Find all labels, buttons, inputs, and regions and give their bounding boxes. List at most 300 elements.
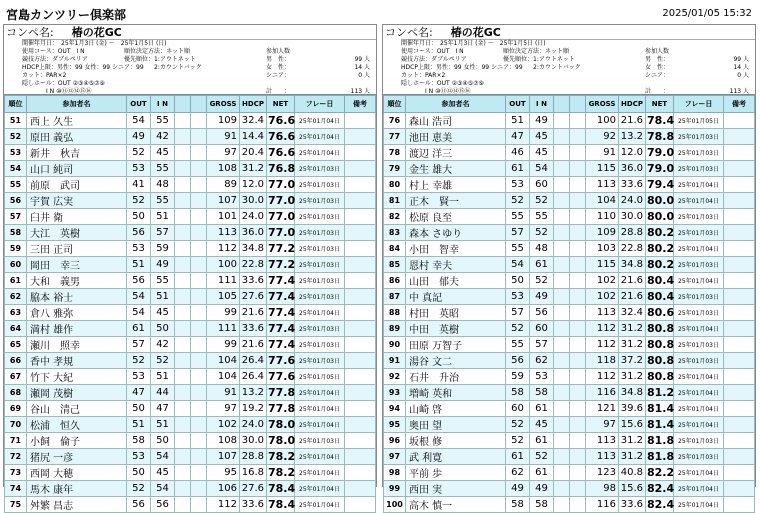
table-row [5,465,376,481]
blank-cell [175,129,191,145]
rank: 58 [5,225,27,241]
table-row [384,289,755,305]
rank: 75 [5,497,27,513]
player-name: 中田 英樹 [406,321,506,337]
priority-2: 2:カウントバック [154,64,202,71]
rank: 63 [5,305,27,321]
out-score: 61 [506,449,530,465]
rank: 71 [5,433,27,449]
player-name: 恩村 幸夫 [406,257,506,273]
play-date: 25年01月04日 [295,497,345,513]
remarks [345,145,376,161]
player-name: 森本 さゆり [406,225,506,241]
gross: 121 [586,401,619,417]
blank-cell [175,209,191,225]
blank-cell [554,385,570,401]
table-row [5,145,376,161]
blank-cell [570,433,586,449]
out-score: 52 [506,433,530,449]
gross: 110 [586,209,619,225]
out-score: 52 [127,481,151,497]
player-name: 瀬川 照幸 [27,337,127,353]
hdcp: 27.6 [240,289,267,305]
play-date: 25年01月04日 [674,193,724,209]
in-score: 62 [530,353,554,369]
remarks [345,385,376,401]
blank-cell [570,401,586,417]
blank-cell [554,337,570,353]
hdcp: 30.0 [240,433,267,449]
in-score: 58 [530,385,554,401]
player-name: 倉八 雅弥 [27,305,127,321]
net: 77.0 [268,226,296,239]
table-row [5,209,376,225]
remarks [724,433,755,449]
gross: 95 [207,465,240,481]
dates: 開催年月日： 25年1月3日 (金) ～ 25年1月5日 (日) [22,40,167,47]
remarks [724,177,755,193]
out-score: 52 [506,417,530,433]
hdcp: 33.6 [240,497,267,513]
table-row [384,433,755,449]
out-score: 62 [506,465,530,481]
rank: 79 [384,161,406,177]
play-date: 25年01月04日 [674,481,724,497]
table-row [5,225,376,241]
hdcp-limit: HDCP上限：男性：99 女性：99 シニア：99 [22,64,144,71]
rank: 65 [5,337,27,353]
net: 81.4 [647,418,675,431]
in-score: 50 [151,433,175,449]
out-score: 53 [506,289,530,305]
net: 80.6 [647,306,675,319]
blank-cell [570,385,586,401]
gross: 100 [207,257,240,273]
blank-cell [175,193,191,209]
remarks [345,369,376,385]
gross: 112 [586,369,619,385]
player-name: 三田 正司 [27,241,127,257]
hdcp: 33.6 [240,321,267,337]
blank-cell [191,369,207,385]
in-score: 52 [530,193,554,209]
remarks [724,449,755,465]
in-score: 44 [151,385,175,401]
net: 77.6 [268,370,296,383]
blank-cell [175,385,191,401]
blank-cell [191,161,207,177]
blank-cell [570,241,586,257]
blank-cell [570,497,586,513]
out-score: 51 [127,257,151,273]
play-date: 25年01月03日 [674,161,724,177]
table-row [384,369,755,385]
hdcp: 24.0 [240,209,267,225]
remarks [345,449,376,465]
rank: 78 [384,145,406,161]
net: 79.0 [647,162,675,175]
column-header: NET [646,96,674,113]
remarks [345,177,376,193]
table-row [384,417,755,433]
table-row [384,497,755,513]
play-date: 25年01月04日 [295,113,345,129]
out-score: 55 [506,241,530,257]
hdcp: 12.0 [240,177,267,193]
rank: 72 [5,449,27,465]
net: 81.4 [647,402,675,415]
blank-cell [570,193,586,209]
hdcp: 34.8 [619,385,646,401]
blank-cell [175,145,191,161]
in-score: 47 [151,401,175,417]
table-row [384,305,755,321]
play-date: 25年01月04日 [674,401,724,417]
blank-cell [191,305,207,321]
priority: 優先順位：1:アウトネット [503,56,575,63]
gross: 99 [207,305,240,321]
out-score: 55 [506,209,530,225]
in-score: 61 [530,433,554,449]
column-header: GROSS [207,96,240,113]
blank-cell [554,465,570,481]
hidden-holes-out: 隠しホール：OUT ②③④⑤⑦⑨ [401,80,484,87]
remarks [724,209,755,225]
hdcp: 21.6 [240,305,267,321]
out-score: 49 [506,481,530,497]
remarks [724,145,755,161]
hdcp: 26.4 [240,353,267,369]
blank-cell [191,433,207,449]
in-score: 52 [530,449,554,465]
remarks [345,113,376,129]
player-name: 小田 智幸 [406,241,506,257]
blank-cell [191,145,207,161]
player-name: 谷山 清己 [27,401,127,417]
play-date: 25年01月04日 [674,417,724,433]
gross: 115 [586,257,619,273]
net: 80.2 [647,242,675,255]
cut: カット：PAR×2 [22,72,67,79]
in-score: 56 [530,305,554,321]
rank: 64 [5,321,27,337]
rank: 70 [5,417,27,433]
remarks [724,369,755,385]
rank: 97 [384,449,406,465]
rank: 54 [5,161,27,177]
out-score: 56 [127,225,151,241]
remarks [724,401,755,417]
gross: 89 [207,177,240,193]
out-score: 53 [127,241,151,257]
out-score: 50 [506,273,530,289]
hidden-holes-out: 隠しホール：OUT ②③④⑤⑦⑨ [22,80,105,87]
table-row [5,257,376,273]
column-header: 備考 [724,96,755,113]
column-header: HDCP [240,96,267,113]
club-title: 宮島カンツリー倶楽部 [6,8,127,22]
rank: 53 [5,145,27,161]
play-date: 25年01月03日 [674,225,724,241]
player-name: 香中 孝規 [27,353,127,369]
net: 76.6 [268,146,296,159]
hdcp: 33.6 [619,497,646,513]
out-score: 56 [127,273,151,289]
in-score: 55 [151,113,175,129]
gross: 104 [586,193,619,209]
remarks [345,257,376,273]
net: 77.4 [268,290,296,303]
hdcp: 13.2 [240,385,267,401]
net: 77.0 [268,194,296,207]
rank: 80 [384,177,406,193]
table-row [384,321,755,337]
table-row [5,177,376,193]
net: 82.2 [647,466,675,479]
out-score: 52 [506,193,530,209]
rank: 77 [384,129,406,145]
net: 78.8 [647,130,675,143]
play-date: 25年01月04日 [674,385,724,401]
blank-cell [570,465,586,481]
hdcp: 21.6 [619,113,646,129]
hdcp: 31.2 [619,337,646,353]
gross: 115 [586,161,619,177]
play-date: 25年01月03日 [295,177,345,193]
blank-cell [191,289,207,305]
table-row [5,337,376,353]
gross: 97 [586,417,619,433]
net: 77.8 [268,402,296,415]
table-row [384,273,755,289]
course-used: 使用コース：OUT I N [401,48,464,55]
rank: 85 [384,257,406,273]
hdcp: 34.8 [240,241,267,257]
out-score: 47 [506,129,530,145]
net: 77.2 [268,258,296,271]
in-score: 52 [151,353,175,369]
competition-method: 競技方法：ダブルペリア [22,56,88,63]
blank-cell [554,161,570,177]
rank: 68 [5,385,27,401]
blank-cell [570,145,586,161]
gross: 111 [207,321,240,337]
player-name: 山田 郁夫 [406,273,506,289]
hdcp: 12.0 [619,145,646,161]
hdcp: 31.2 [619,449,646,465]
table-row [384,209,755,225]
dates: 開催年月日： 25年1月3日 (金) ～ 25年1月5日 (日) [401,40,546,47]
table-row [5,449,376,465]
play-date: 25年01月03日 [295,209,345,225]
remarks [724,257,755,273]
table-row [384,129,755,145]
rank: 89 [384,321,406,337]
in-score: 48 [151,177,175,193]
remarks [345,321,376,337]
table-row [384,401,755,417]
gross: 112 [586,337,619,353]
play-date: 25年01月03日 [295,161,345,177]
table-row [5,193,376,209]
out-score: 58 [506,385,530,401]
blank-cell [554,177,570,193]
column-header: I N [530,96,554,113]
gross: 102 [586,289,619,305]
remarks [724,353,755,369]
hdcp: 21.6 [619,273,646,289]
play-date: 25年01月03日 [674,129,724,145]
out-score: 53 [127,369,151,385]
remarks [724,305,755,321]
rank: 61 [5,273,27,289]
in-score: 51 [151,209,175,225]
remarks [724,385,755,401]
net: 81.2 [647,386,675,399]
table-row [5,385,376,401]
hdcp: 37.2 [619,353,646,369]
out-score: 50 [127,401,151,417]
in-score: 51 [151,417,175,433]
hdcp-limit: HDCP上限：男性：99 女性：99 シニア：99 [401,64,523,71]
in-score: 50 [151,321,175,337]
play-date: 25年01月04日 [674,177,724,193]
blank-cell [570,289,586,305]
net: 80.4 [647,274,675,287]
remarks [724,113,755,129]
cut: カット：PAR×2 [401,72,446,79]
gross: 113 [207,225,240,241]
blank-cell [554,289,570,305]
out-score: 50 [127,209,151,225]
table-row [5,241,376,257]
hdcp: 24.0 [240,417,267,433]
out-score: 61 [127,321,151,337]
blank-cell [570,129,586,145]
net: 77.4 [268,338,296,351]
rank: 73 [5,465,27,481]
blank-cell [191,321,207,337]
blank-cell [175,481,191,497]
player-name: 湯谷 文二 [406,353,506,369]
results-table [4,95,376,513]
in-score: 49 [530,289,554,305]
rank: 96 [384,433,406,449]
play-date: 25年01月04日 [674,369,724,385]
competition-method: 競技方法：ダブルペリア [401,56,467,63]
gross: 113 [586,177,619,193]
remarks [724,225,755,241]
net: 78.0 [268,418,296,431]
gross: 105 [207,289,240,305]
out-score: 50 [127,465,151,481]
net: 79.4 [647,178,675,191]
rank: 62 [5,289,27,305]
hidden-holes-in: I N ⑩⑪⑫⑭⑮⑯ [46,88,92,95]
player-name: 臼井 衛 [27,209,127,225]
table-row [384,257,755,273]
rank: 84 [384,241,406,257]
blank-cell [191,273,207,289]
net: 78.2 [268,450,296,463]
gross: 113 [586,433,619,449]
rank: 55 [5,177,27,193]
table-row [5,353,376,369]
table-row [384,353,755,369]
net: 77.6 [268,354,296,367]
blank-cell [175,225,191,241]
hdcp: 32.4 [619,305,646,321]
out-score: 56 [127,497,151,513]
blank-cell [570,417,586,433]
out-score: 56 [506,353,530,369]
remarks [724,273,755,289]
blank-cell [191,465,207,481]
player-name: 森山 浩司 [406,113,506,129]
blank-cell [191,209,207,225]
competition-name: コンペ名: 椿の花GC [6,26,122,39]
in-score: 56 [151,497,175,513]
remarks [724,289,755,305]
play-date: 25年01月03日 [295,241,345,257]
out-score: 51 [506,113,530,129]
net: 82.4 [647,498,675,511]
player-name: 石井 升治 [406,369,506,385]
out-score: 55 [506,337,530,353]
hdcp: 31.2 [240,161,267,177]
player-name: 正木 賢一 [406,193,506,209]
rank: 83 [384,225,406,241]
net: 78.2 [268,466,296,479]
remarks [345,353,376,369]
in-score: 55 [151,273,175,289]
net: 76.8 [268,162,296,175]
player-name: 平前 歩 [406,465,506,481]
in-score: 58 [530,497,554,513]
table-row [5,129,376,145]
ranking-method: 順位決定方法：ネット順 [503,48,570,55]
out-score: 51 [127,417,151,433]
blank-cell [570,161,586,177]
out-score: 53 [506,177,530,193]
rank: 74 [5,481,27,497]
player-name: 大和 義男 [27,273,127,289]
in-score: 61 [530,257,554,273]
results-panel-right [382,24,756,512]
gross: 92 [586,129,619,145]
net: 80.8 [647,322,675,335]
blank-cell [175,257,191,273]
remarks [345,433,376,449]
net: 76.6 [268,114,296,127]
player-name: 村上 幸雄 [406,177,506,193]
rank: 57 [5,209,27,225]
blank-cell [554,113,570,129]
in-score: 42 [151,337,175,353]
in-score: 55 [151,161,175,177]
blank-cell [191,257,207,273]
out-score: 47 [127,385,151,401]
remarks [724,241,755,257]
remarks [724,161,755,177]
net: 80.4 [647,290,675,303]
gross: 112 [586,321,619,337]
play-date: 25年01月04日 [295,449,345,465]
in-score: 55 [151,193,175,209]
column-header: GROSS [586,96,619,113]
net: 77.0 [268,178,296,191]
blank-cell [191,417,207,433]
